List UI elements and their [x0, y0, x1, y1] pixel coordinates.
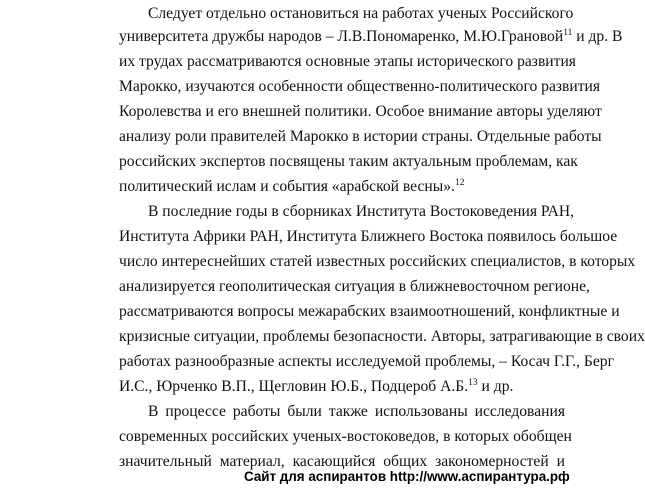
text-span: число интереснейших статей известных российских специалистов, в которых [119, 253, 636, 270]
paragraph-3-line-2 [119, 423, 572, 450]
text-span: политический ислам и события «арабской весны». [119, 178, 455, 195]
text-span: В процессе работы были также использованы исследования [148, 403, 565, 420]
text-span: Королевства и его внешней политики. Особое внимание авторы уделяют [119, 103, 602, 120]
paragraph-2-line-7 [119, 348, 615, 375]
text-span: современных российских ученых-востоковедов, в которых обобщен [119, 428, 572, 445]
paragraph-3-line-1 [148, 398, 565, 425]
text-span: Марокко, изучаются особенности общественно-политического развития [119, 78, 601, 95]
footnote-ref-12[interactable]: 12 [454, 178, 465, 188]
text-span: Следует отдельно остановиться на работах ученых Российского [148, 5, 574, 22]
text-span: университета дружбы народов – Л.В.Пономаренко, М.Ю.Грановой [119, 28, 564, 45]
text-span: и др. [477, 378, 514, 395]
paragraph-1-line-3 [119, 48, 576, 75]
text-span: российских экспертов посвящены таким актуальным проблемам, как [119, 153, 578, 170]
paragraph-2-line-6 [119, 323, 645, 350]
site-footer-link[interactable]: Сайт для аспирантов http://www.аспирантура.рф [244, 469, 570, 484]
paragraph-1-line-8 [119, 173, 565, 200]
paragraph-1-line-2 [119, 23, 623, 50]
paragraph-2-line-4 [119, 273, 590, 300]
paragraph-1-line-4 [119, 73, 601, 100]
paragraph-2-line-2 [119, 223, 618, 250]
text-span: их трудах рассматриваются основные этапы исторического развития [119, 53, 576, 70]
paragraph-1-line-5 [119, 98, 602, 125]
paragraph-2-line-8 [119, 373, 565, 400]
paragraph-2-line-1 [148, 198, 575, 225]
footnote-ref-13[interactable]: 13 [468, 378, 478, 388]
footnote-ref-11[interactable]: 11 [563, 28, 573, 38]
text-span: И.С., Юрченко В.П., Щегловин Ю.Б., Подцероб А.Б. [119, 378, 469, 395]
paragraph-2-line-5 [119, 298, 620, 325]
text-span: кризисные ситуации, проблемы безопасности. Авторы, затрагивающие в своих [119, 328, 645, 345]
paragraph-1-line-6 [119, 123, 602, 150]
text-span: рассматриваются вопросы межарабских взаимоотношений, конфликтные и [119, 303, 620, 320]
text-span: В последние годы в сборниках Института Востоковедения РАН, [148, 203, 575, 220]
text-span: Института Африки РАН, Института Ближнего Востока появилось большое [119, 228, 618, 245]
text-span: анализу роли правителей Марокко в истории страны. Отдельные работы [119, 128, 602, 145]
text-span: значительный материал, касающийся общих закономерностей и [119, 453, 565, 470]
paragraph-1-line-7 [119, 148, 578, 175]
text-span: работах разнообразные аспекты исследуемой проблемы, – Косач Г.Г., Берг [119, 353, 615, 370]
text-span: и др. В [572, 28, 623, 45]
paragraph-2-line-3 [119, 248, 636, 275]
text-span: анализируется геополитическая ситуация в ближневосточном регионе, [119, 278, 590, 295]
